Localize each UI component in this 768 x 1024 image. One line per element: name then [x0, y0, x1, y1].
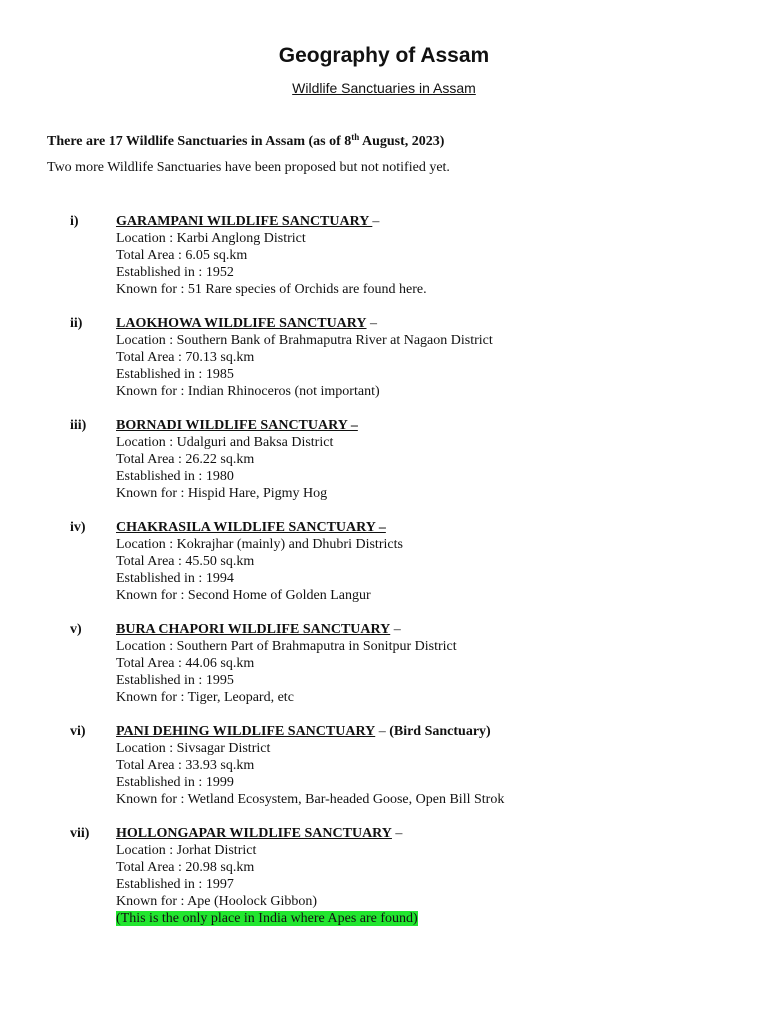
location-line: Location : Southern Part of Brahmaputra in Sonitpur District: [116, 639, 457, 654]
area-line: Total Area : 45.50 sq.km: [116, 554, 255, 569]
area-line: Total Area : 33.93 sq.km: [116, 758, 255, 773]
item-body: [116, 315, 750, 400]
item-body: [116, 825, 750, 927]
sanctuary-item: [70, 621, 750, 706]
name-dash: –: [372, 214, 380, 229]
sanctuary-name: LAOKHOWA WILDLIFE SANCTUARY: [116, 316, 367, 331]
known-for-line: Known for : Wetland Ecosystem, Bar-headed Goose, Open Bill Strok: [116, 792, 505, 807]
location-line: Location : Jorhat District: [116, 843, 257, 858]
item-body: [116, 417, 750, 502]
known-for-line: Known for : 51 Rare species of Orchids are found here.: [116, 282, 427, 297]
established-line: Established in : 1985: [116, 367, 234, 382]
highlight-line: [116, 910, 750, 927]
item-heading: [116, 213, 750, 230]
summary-date-end: August, 2023): [359, 134, 445, 149]
page-title: Geography of Assam: [278, 44, 490, 67]
item-body: [116, 723, 750, 808]
area-line: Total Area : 44.06 sq.km: [116, 656, 255, 671]
summary-line: [47, 134, 444, 150]
item-heading: [116, 723, 750, 740]
item-body: [116, 519, 750, 604]
area-line: Total Area : 26.22 sq.km: [116, 452, 255, 467]
known-for-line: Known for : Ape (Hoolock Gibbon): [116, 894, 318, 909]
known-for-line: Known for : Tiger, Leopard, etc: [116, 690, 294, 705]
summary-text: There are 17 Wildlife Sanctuaries in Assam (as of 8: [47, 134, 352, 149]
sanctuary-item: [70, 519, 750, 604]
established-line: Established in : 1980: [116, 469, 234, 484]
sanctuary-item: [70, 213, 750, 298]
sanctuary-tag: (Bird Sanctuary): [385, 724, 491, 739]
name-dash: –: [390, 622, 401, 637]
item-number: vi): [70, 724, 86, 739]
note-line: Two more Wildlife Sanctuaries have been proposed but not notified yet.: [47, 160, 450, 175]
area-line: Total Area : 70.13 sq.km: [116, 350, 255, 365]
item-number: ii): [70, 316, 83, 331]
item-number: i): [70, 214, 79, 229]
established-line: Established in : 1994: [116, 571, 234, 586]
area-line: Total Area : 20.98 sq.km: [116, 860, 255, 875]
item-number: vii): [70, 826, 90, 841]
item-heading: [116, 519, 750, 536]
known-for-line: Known for : Hispid Hare, Pigmy Hog: [116, 486, 328, 501]
sanctuary-name: GARAMPANI WILDLIFE SANCTUARY: [116, 214, 373, 229]
name-dash: –: [375, 724, 386, 739]
subtitle-text: Wildlife Sanctuaries in Assam: [292, 80, 476, 96]
item-number: v): [70, 622, 82, 637]
sanctuary-name: BURA CHAPORI WILDLIFE SANCTUARY: [116, 622, 391, 637]
item-heading: [116, 621, 750, 638]
highlighted-note: (This is the only place in India where Apes are found): [116, 911, 418, 926]
sanctuary-name: PANI DEHING WILDLIFE SANCTUARY: [116, 724, 376, 739]
item-heading: [116, 825, 750, 842]
location-line: Location : Southern Bank of Brahmaputra River at Nagaon District: [116, 333, 493, 348]
sanctuary-item: [70, 315, 750, 400]
sanctuary-item: [70, 825, 750, 927]
item-number: iv): [70, 520, 86, 535]
area-line: Total Area : 6.05 sq.km: [116, 248, 248, 263]
item-number: iii): [70, 418, 87, 433]
established-line: Established in : 1952: [116, 265, 234, 280]
item-body: [116, 621, 750, 706]
summary-superscript: th: [351, 132, 360, 142]
sanctuary-item: [70, 723, 750, 808]
item-heading: [116, 315, 750, 332]
page-subtitle: [0, 80, 768, 96]
sanctuary-name: BORNADI WILDLIFE SANCTUARY –: [116, 418, 358, 433]
name-dash: –: [366, 316, 378, 331]
established-line: Established in : 1995: [116, 673, 234, 688]
location-line: Location : Kokrajhar (mainly) and Dhubri Districts: [116, 537, 403, 552]
known-for-line: Known for : Indian Rhinoceros (not important): [116, 384, 380, 399]
known-for-line: Known for : Second Home of Golden Langur: [116, 588, 371, 603]
item-heading: [116, 417, 750, 434]
established-line: Established in : 1999: [116, 775, 234, 790]
sanctuary-item: [70, 417, 750, 502]
location-line: Location : Sivsagar District: [116, 741, 271, 756]
item-body: [116, 213, 750, 298]
location-line: Location : Udalguri and Baksa District: [116, 435, 334, 450]
sanctuary-list: [70, 213, 750, 944]
location-line: Location : Karbi Anglong District: [116, 231, 306, 246]
name-dash: –: [391, 826, 403, 841]
sanctuary-name: CHAKRASILA WILDLIFE SANCTUARY –: [116, 520, 386, 535]
sanctuary-name: HOLLONGAPAR WILDLIFE SANCTUARY: [116, 826, 392, 841]
established-line: Established in : 1997: [116, 877, 234, 892]
